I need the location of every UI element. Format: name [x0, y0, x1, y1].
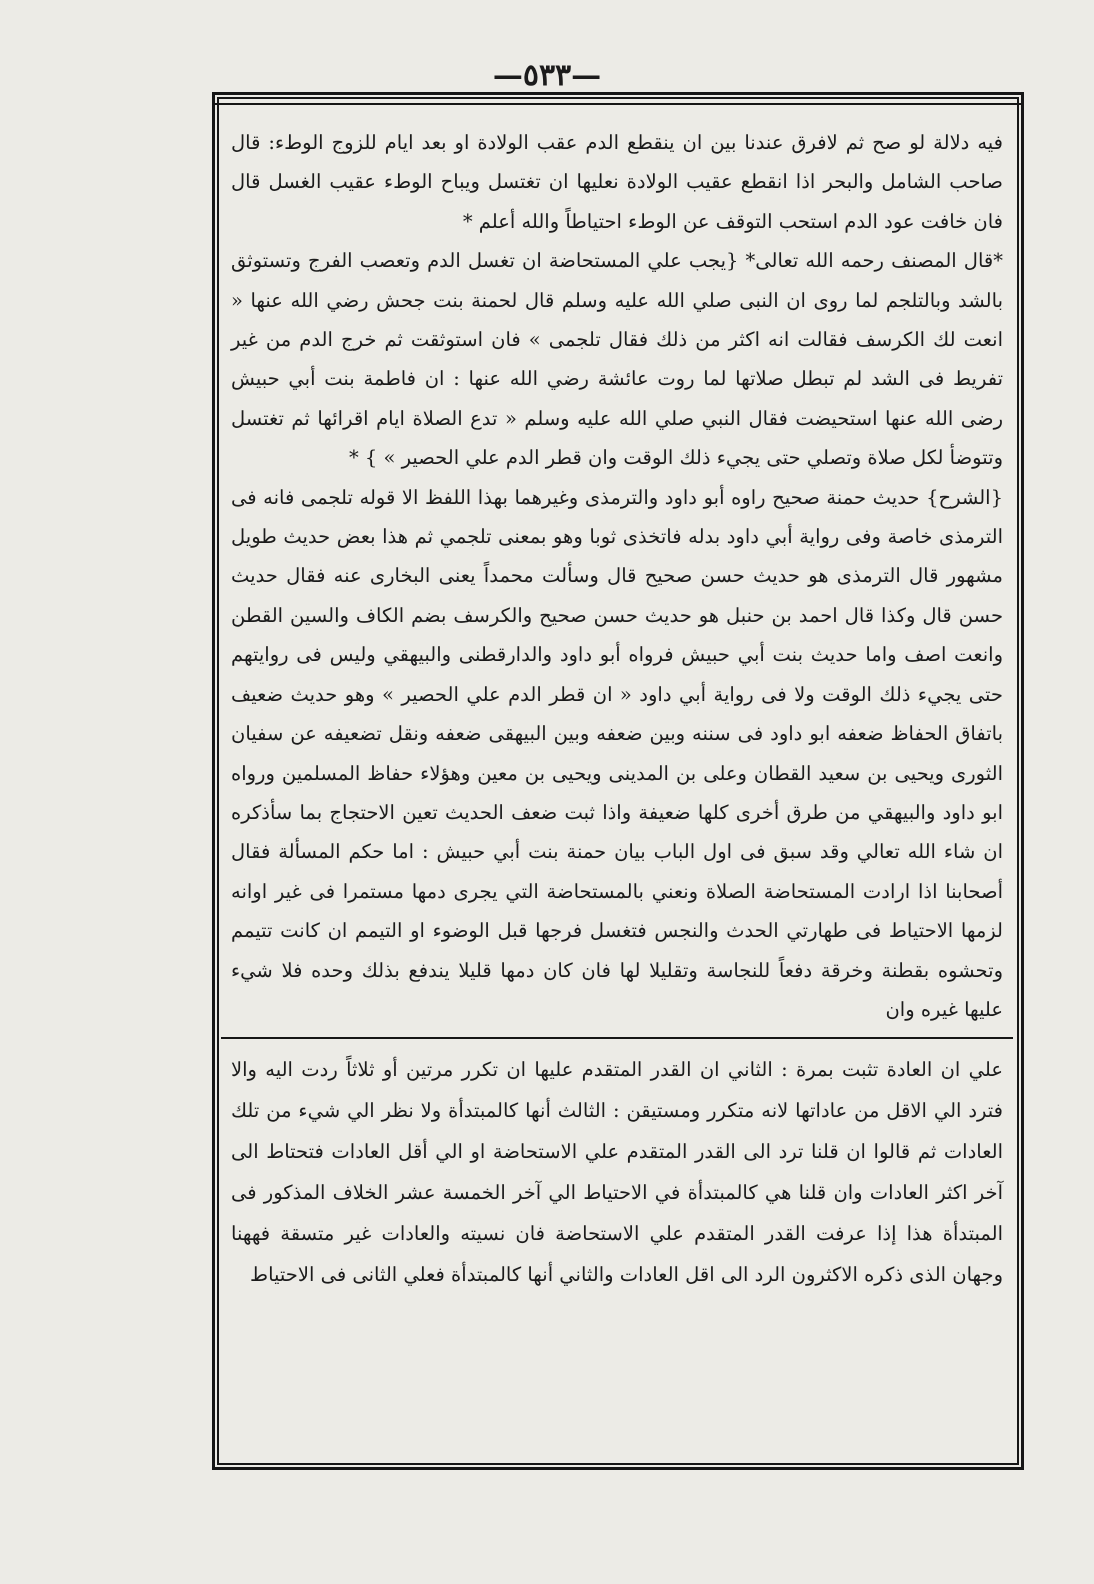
page-content: [231, 123, 1003, 1455]
paragraph-author-text: *قال المصنف رحمه الله تعالى* {يجب علي المستحاضة ان تغسل الدم وتعصب الفرج وتستوثق بالشد وبالتلجم لما روى ان النبى صلي الله عليه وسلم قال لحمنة بنت جحش رضي الله عنها « انعت لك الكرسف فقالت انه اكثر من ذلك فقال تلجمى » فان استوثقت ثم خرج الدم من غير تفريط فى الشد لم تبطل صلاتها لما روت عائشة رضي الله عنها : ان فاطمة بنت أبي حبيش رضى الله عنها استحيضت فقال النبي صلي الله عليه وسلم « تدع الصلاة ايام اقرائها ثم تغتسل وتتوضأ لكل صلاة وتصلي حتى يجيء ذلك الوقت وان قطر الدم علي الحصير » } *: [231, 249, 1003, 470]
main-text: [231, 123, 1003, 1029]
footnote-divider: [221, 1037, 1013, 1039]
paragraph-previous-continuation: فيه دلالة لو صح ثم لافرق عندنا بين ان ينقطع الدم عقب الولادة او بعد ايام للزوج الوطء: قال صاحب الشامل والبحر اذا انقطع عقيب الولادة نعليها ان تغتسل ويباح الوطء عقيب الغسل قال فان خافت عود الدم استحب التوقف عن الوطء احتياطاً والله أعلم *: [231, 131, 1003, 233]
footnote-section: [231, 1049, 1003, 1295]
paragraph-commentary: {الشرح} حديث حمنة صحيح راوه أبو داود والترمذى وغيرهما بهذا اللفظ الا قوله تلجمى فانه فى الترمذى خاصة وفى رواية أبي داود بدله فاتخذى ثوبا وهو بمعنى تلجمي ثم هذا بعض حديث طويل مشهور قال الترمذى هو حديث حسن صحيح قال وسألت محمداً يعنى البخارى عنه فقال حديث حسن قال وكذا قال احمد بن حنبل هو حديث حسن صحيح والكرسف بضم الكاف والسين القطن وانعت اصف واما حديث بنت أبي حبيش فرواه أبو داود والدارقطنى والبيهقي وليس فى روايتهم حتى يجيء ذلك الوقت ولا فى رواية أبي داود « ان قطر الدم علي الحصير » وهو حديث ضعيف باتفاق الحفاظ ضعفه ابو داود فى سننه وبين ضعفه وبين البيهقى ضعفه ونقل تضعيفه عن سفيان الثورى ويحيى بن سعيد القطان وعلى بن المدينى ويحيى بن معين وهؤلاء حفاظ المسلمين ورواه ابو داود والبيهقي من طرق أخرى كلها ضعيفة واذا ثبت ضعف الحديث تعين الاحتجاج بما سأذكره ان شاء الله تعالي وقد سبق فى اول الباب بيان حمنة بنت أبي حبيش : اما حكم المسألة فقال أصحابنا اذا ارادت المستحاضة الصلاة ونعني بالمستحاضة التي يجرى دمها مستمرا فى غير اوانه لزمها الاحتياط فى طهارتي الحدث والنجس فتغسل فرجها قبل الوضوء او التيمم ان كانت تتيمم وتحشوه بقطنة وخرقة دفعاً للنجاسة وتقليلا لها فان كان دمها قليلا يندفع بذلك وحده فلا شيء عليها غيره وان: [231, 485, 1003, 1021]
page-frame: [212, 92, 1024, 1470]
page-number: —٥٣٣—: [492, 58, 602, 93]
footnote-text: علي ان العادة تثبت بمرة : الثاني ان القدر المتقدم عليها ان تكرر مرتين أو ثلاثاً ردت اليه والا فترد الي الاقل من عاداتها لانه متكرر ومستيقن : الثالث أنها كالمبتدأة ولا نظر الي شيء من تلك العادات ثم قالوا ان قلنا ترد الى القدر المتقدم علي الاستحاضة او الي أقل العادات فتحتاط الى آخر اكثر العادات وان قلنا هي كالمبتدأة في الاحتياط الي آخر الخمسة عشر الخلاف المذكور فى المبتدأة هذا إذا عرفت القدر المتقدم علي الاستحاضة فان نسيته والعادات غير متسقة فههنا وجهان الذى ذكره الاكثرون الرد الى اقل العادات والثاني أنها كالمبتدأة فعلي الثانى فى الاحتياط: [231, 1058, 1003, 1287]
